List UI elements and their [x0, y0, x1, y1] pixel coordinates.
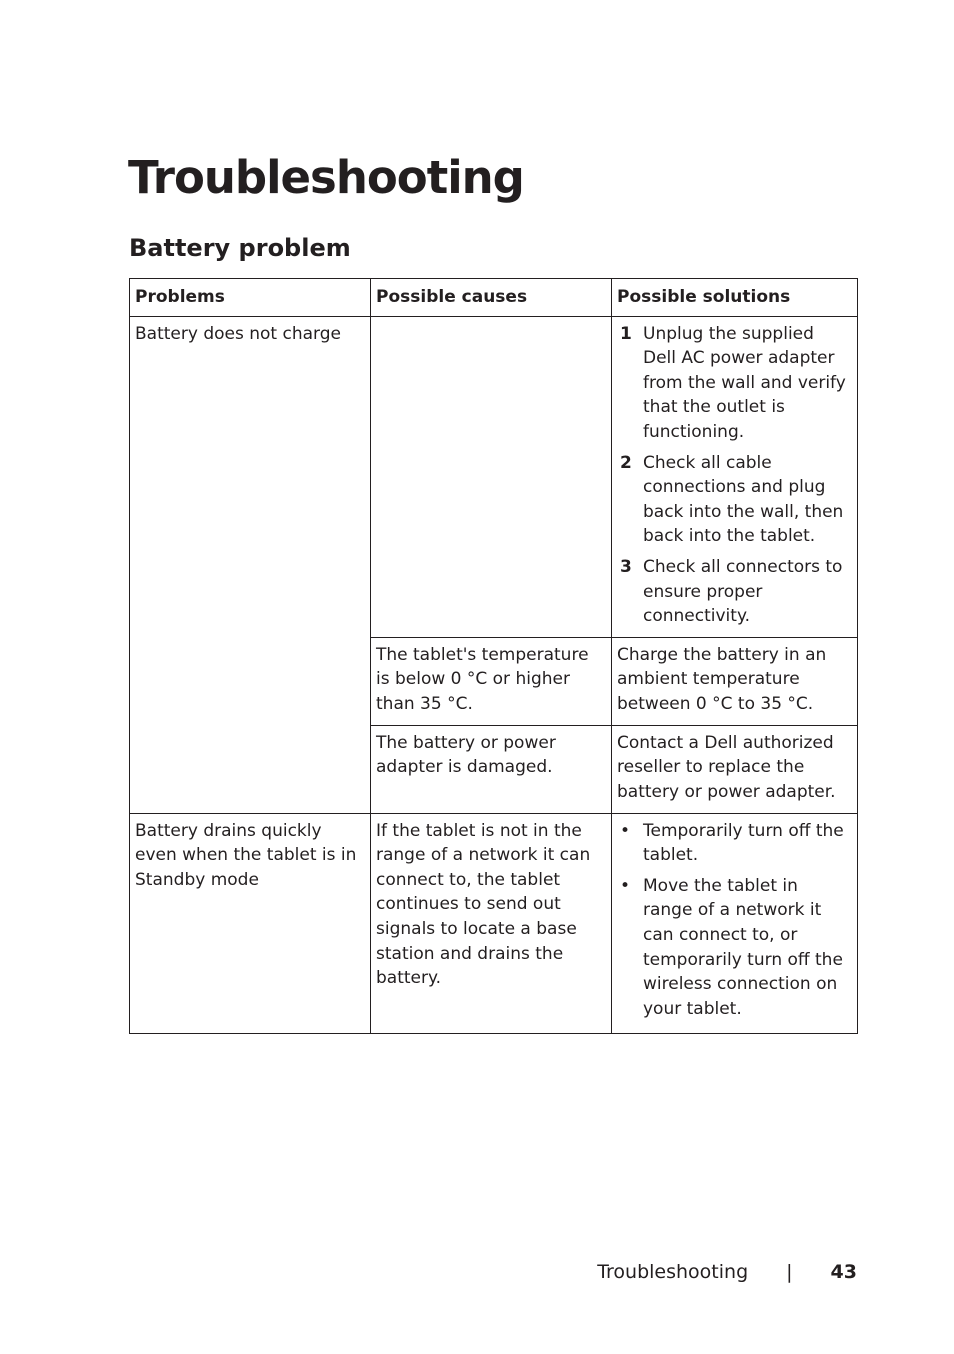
bullet-text: Move the tablet in range of a network it can connect to, or temporarily turn off the wireless connection on your tablet. — [643, 875, 843, 1019]
solution-cell: Charge the battery in an ambient temperature between 0 °C to 35 °C. — [612, 637, 858, 725]
header-possible-causes: Possible causes — [371, 279, 612, 317]
page-footer — [597, 1258, 857, 1286]
solution-step — [617, 451, 852, 549]
step-number: 1 — [620, 323, 632, 344]
problem-cell: Battery does not charge — [130, 316, 371, 813]
cause-cell: If the tablet is not in the range of a network it can connect to, the tablet continues to send out signals to locate a base station and drains the battery. — [371, 813, 612, 1033]
footer-separator: | — [786, 1261, 793, 1283]
solution-cell — [612, 316, 858, 637]
step-text: Check all cable connections and plug back into the wall, then back into the tablet. — [643, 452, 844, 547]
table-row — [130, 316, 858, 637]
page-number: 43 — [830, 1261, 857, 1283]
table-row — [130, 813, 858, 1033]
header-problems: Problems — [130, 279, 371, 317]
problem-cell: Battery drains quickly even when the tablet is in Standby mode — [130, 813, 371, 1033]
solution-bullets — [617, 819, 852, 1022]
solution-step — [617, 322, 852, 445]
cause-cell: The tablet's temperature is below 0 °C or higher than 35 °C. — [371, 637, 612, 725]
solution-bullet — [617, 874, 852, 1022]
cause-cell: The battery or power adapter is damaged. — [371, 725, 612, 813]
step-number: 2 — [620, 452, 632, 473]
solution-cell — [612, 813, 858, 1033]
solution-step — [617, 555, 852, 629]
table-header-row — [130, 279, 858, 317]
bullet-icon: • — [620, 820, 631, 841]
solution-bullet — [617, 819, 852, 868]
troubleshooting-table — [129, 278, 858, 1034]
step-text: Check all connectors to ensure proper connectivity. — [643, 556, 843, 627]
header-possible-solutions: Possible solutions — [612, 279, 858, 317]
section-title: Battery problem — [129, 234, 351, 262]
step-text: Unplug the supplied Dell AC power adapter from the wall and verify that the outlet is functioning. — [643, 323, 846, 442]
page-title: Troubleshooting — [128, 151, 524, 204]
bullet-text: Temporarily turn off the tablet. — [643, 820, 844, 866]
solution-cell: Contact a Dell authorized reseller to replace the battery or power adapter. — [612, 725, 858, 813]
solution-steps — [617, 322, 852, 629]
cause-cell — [371, 316, 612, 637]
step-number: 3 — [620, 556, 632, 577]
bullet-icon: • — [620, 875, 631, 896]
footer-section-name: Troubleshooting — [597, 1261, 749, 1283]
